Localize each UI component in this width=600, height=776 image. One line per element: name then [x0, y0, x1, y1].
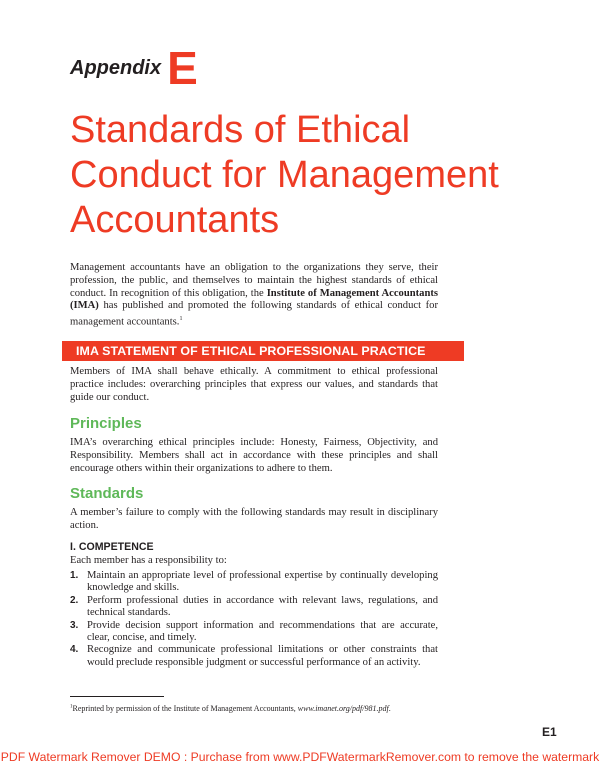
section-banner-title: IMA STATEMENT OF ETHICAL PROFESSIONAL PRACTICE [76, 344, 426, 358]
intro-text-1: Management accountants have an obligation to the organizations they serve, their profession, the public, and themselves to maintain the highest standards of ethical conduct. In recognition of this obligation, the [70, 262, 438, 299]
intro-text-2: has published and promoted the following standards of ethical conduct for management accountants. [70, 300, 438, 328]
competence-heading: I. COMPETENCE [70, 541, 154, 553]
list-item-text: Maintain an appropriate level of professional expertise by continually developing knowledge and skills. [87, 570, 438, 594]
list-item-number: 1. [70, 570, 79, 581]
footnote-divider [70, 696, 164, 697]
footnote-text: Reprinted by permission of the Institute of Management Accountants, [72, 704, 298, 713]
footnote-ref: 1 [179, 316, 183, 323]
footnote-end: . [388, 704, 391, 713]
section-banner [62, 341, 464, 361]
page-number: E1 [542, 725, 557, 739]
footnote-number: 1 [70, 704, 73, 710]
standards-heading: Standards [70, 485, 144, 502]
competence-intro: Each member has a responsibility to: [70, 555, 227, 566]
intro-paragraph [70, 262, 438, 330]
list-item-number: 4. [70, 644, 79, 656]
list-item [70, 595, 438, 620]
appendix-letter: E [167, 42, 198, 94]
intro-bold: Institute of Management Accountants (IMA) [70, 287, 439, 312]
page-title: Standards of Ethical Conduct for Management Accountants [70, 109, 499, 241]
footnote [70, 704, 391, 713]
standards-paragraph: A member’s failure to comply with the following standards may result in disciplinary action. [70, 507, 438, 531]
list-item-text: Perform professional duties in accordance with relevant laws, regulations, and technical standards. [87, 594, 438, 619]
appendix-label [70, 42, 198, 94]
list-item-number: 3. [70, 619, 79, 631]
principles-heading: Principles [70, 415, 142, 432]
footnote-url[interactable]: www.imanet.org/pdf/981.pdf [297, 704, 389, 713]
list-item [70, 644, 438, 669]
principles-paragraph: IMA’s overarching ethical principles include: Honesty, Fairness, Objectivity, and Responsibility. Members shall act in accordance with these principles and shall encourage others within their organizations to adhere to them. [70, 437, 438, 474]
watermark-text: PDF Watermark Remover DEMO : Purchase from www.PDFWatermarkRemover.com to remove the watermark [0, 750, 600, 764]
list-item [70, 570, 438, 595]
appendix-word: Appendix [70, 57, 162, 79]
list-item-text: Provide decision support information and recommendations that are accurate, clear, concise, and timely. [87, 619, 438, 644]
list-item [70, 620, 438, 645]
list-item-text: Recognize and communicate professional limitations or other constraints that would preclude responsible judgment or successful performance of an activity. [87, 644, 438, 668]
statement-paragraph: Members of IMA shall behave ethically. A commitment to ethical professional practice includes: overarching principles that express our values, and standards that guide our conduct. [70, 366, 438, 403]
list-item-number: 2. [70, 594, 79, 606]
competence-list [70, 570, 438, 669]
